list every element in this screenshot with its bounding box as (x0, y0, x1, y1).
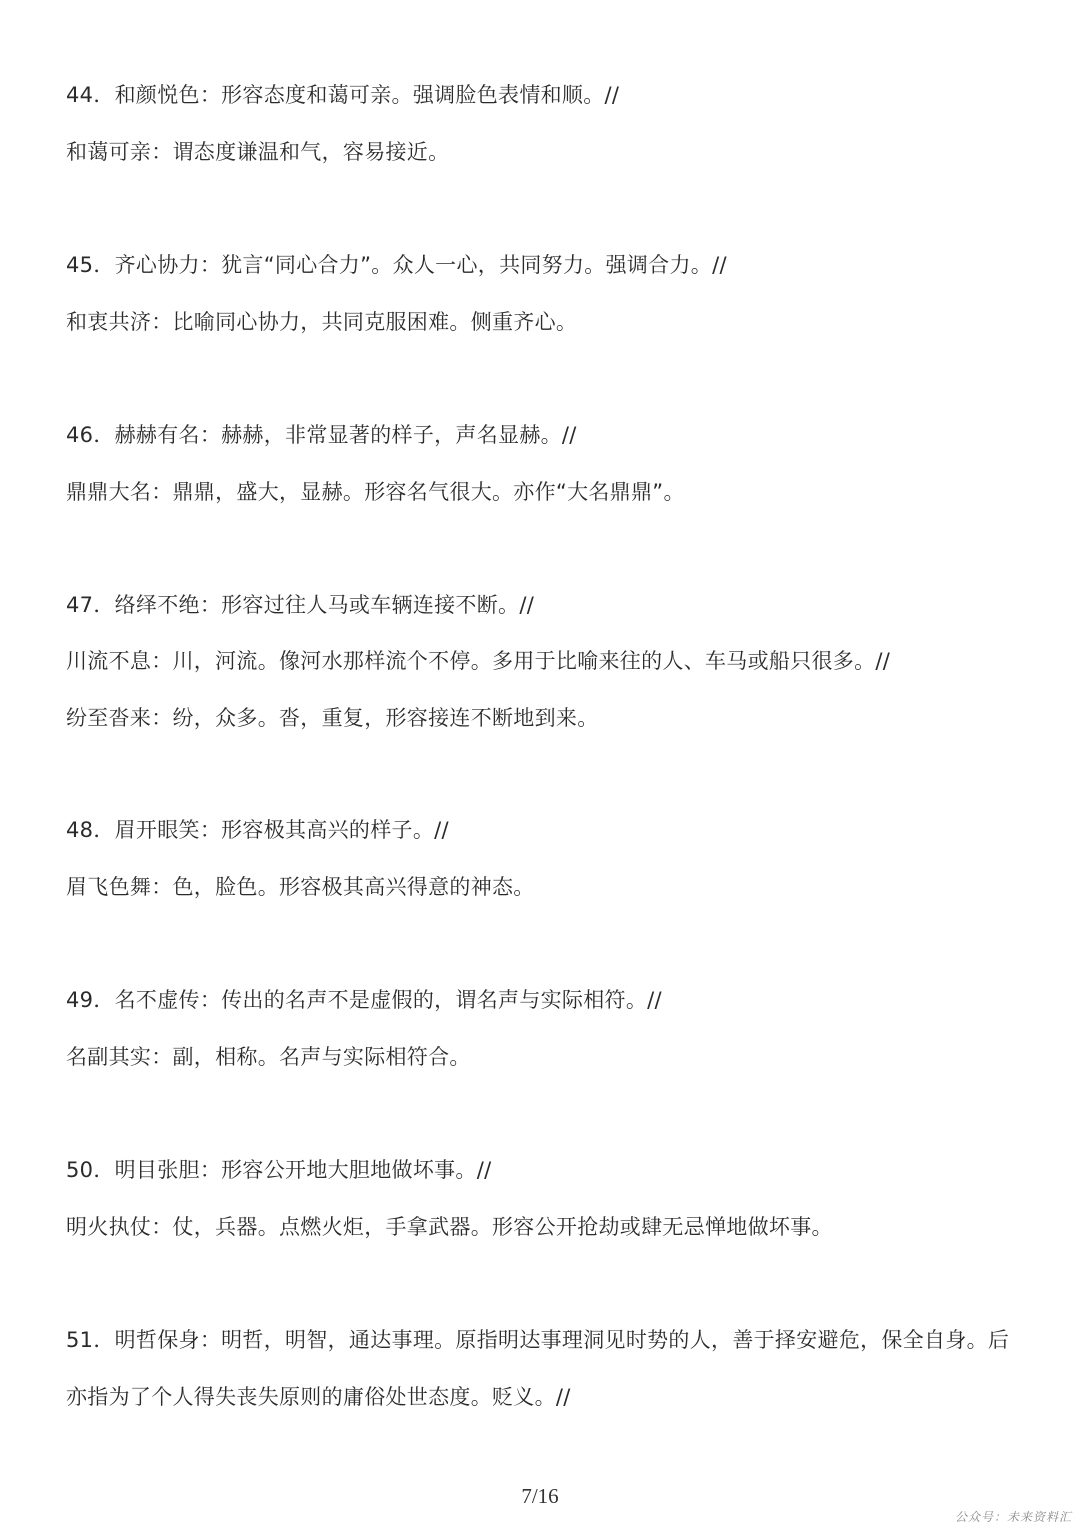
text-line: 50．明目张胆：形容公开地大胆地做坏事。// (66, 1158, 492, 1182)
text-line: 和衷共济：比喻同心协力，共同克服困难。侧重齐心。 (66, 310, 578, 334)
text-line: 名副其实：副，相称。名声与实际相符合。 (66, 1045, 471, 1069)
text-line: 49．名不虚传：传出的名声不是虚假的，谓名声与实际相符。// (66, 988, 662, 1012)
text-line: 眉飞色舞：色，脸色。形容极其高兴得意的神态。 (66, 875, 535, 899)
text-line: 和蔼可亲：谓态度谦温和气，容易接近。 (66, 140, 450, 164)
text-line: 纷至沓来：纷，众多。沓，重复，形容接连不断地到来。 (66, 706, 599, 730)
text-line: 44．和颜悦色：形容态度和蔼可亲。强调脸色表情和顺。// (66, 83, 620, 107)
text-line: 亦指为了个人得失丧失原则的庸俗处世态度。贬义。// (66, 1385, 571, 1409)
text-line: 鼎鼎大名：鼎鼎，盛大，显赫。形容名气很大。亦作“大名鼎鼎”。 (66, 480, 685, 504)
watermark: 公众号：未来资料汇 (954, 1510, 1072, 1524)
text-line: 45．齐心协力：犹言“同心合力”。众人一心，共同努力。强调合力。// (66, 253, 727, 277)
text-line: 川流不息：川，河流。像河水那样流个不停。多用于比喻来往的人、车马或船只很多。// (66, 649, 891, 673)
text-line: 46．赫赫有名：赫赫，非常显著的样子，声名显赫。// (66, 423, 577, 447)
text-line: 47．络绎不绝：形容过往人马或车辆连接不断。// (66, 593, 535, 617)
page-number: 7/16 (521, 1484, 559, 1508)
text-line: 51．明哲保身：明哲，明智，通达事理。原指明达事理洞见时势的人，善于择安避危，保全自身。后 (66, 1328, 1010, 1352)
text-line: 48．眉开眼笑：形容极其高兴的样子。// (66, 818, 449, 842)
text-line: 明火执仗：仗，兵器。点燃火炬，手拿武器。形容公开抢劫或肆无忌惮地做坏事。 (66, 1215, 833, 1239)
